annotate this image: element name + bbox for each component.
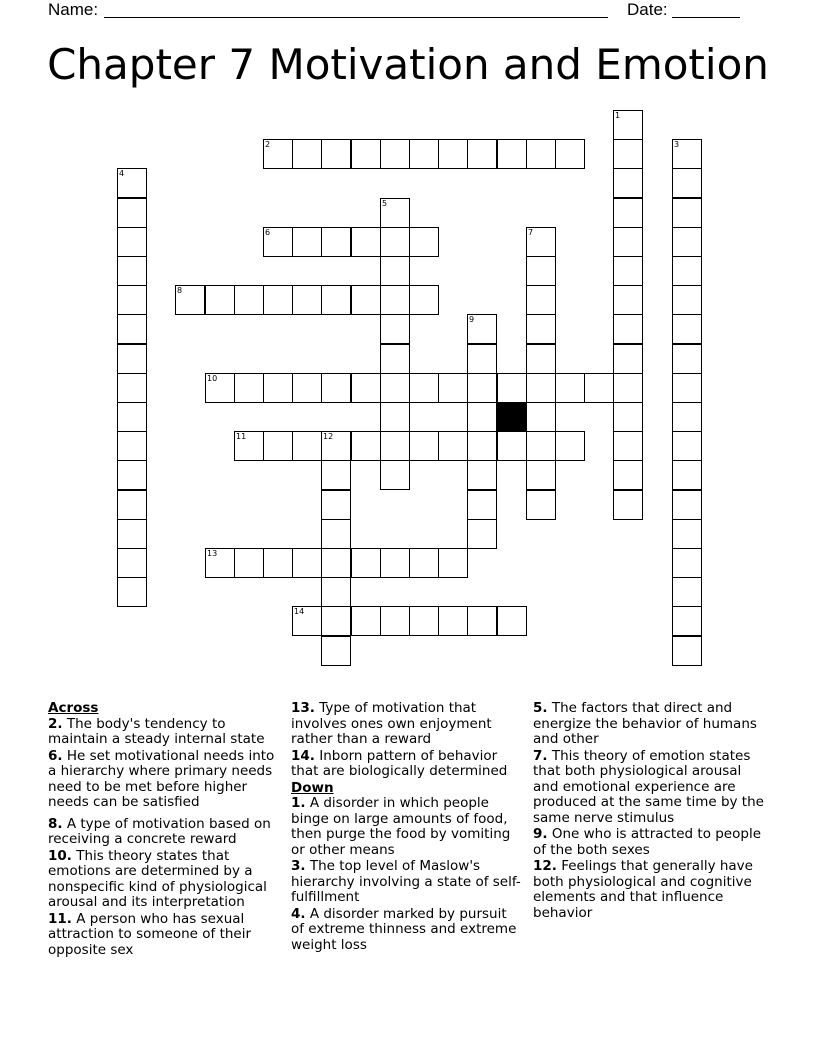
clue-across-14: 14. Inborn pattern of behavior that are biologically determined	[291, 747, 508, 779]
grid-cell[interactable]	[117, 314, 147, 344]
grid-cell[interactable]	[263, 373, 293, 403]
grid-cell[interactable]	[292, 373, 322, 403]
name-label: Name:	[48, 0, 99, 19]
grid-cell[interactable]	[351, 285, 381, 315]
grid-cell[interactable]	[117, 373, 147, 403]
worksheet-title: Chapter 7 Motivation and Emotion	[47, 40, 769, 89]
grid-cell[interactable]	[613, 373, 643, 403]
grid-cell[interactable]	[672, 519, 702, 549]
clue-down-5: 5. The factors that direct and energize the behavior of humans and other	[533, 700, 757, 747]
clue-number: 1	[615, 111, 621, 120]
grid-cell[interactable]	[321, 460, 351, 490]
grid-cell[interactable]	[263, 431, 293, 461]
grid-cell[interactable]	[321, 285, 351, 315]
grid-cell[interactable]	[292, 431, 322, 461]
grid-cell[interactable]	[467, 139, 497, 169]
grid-cell[interactable]	[613, 227, 643, 257]
grid-cell[interactable]	[526, 227, 556, 257]
clue-down-3: 3. The top level of Maslow's hierarchy involving a state of self-fulfillment	[291, 858, 521, 905]
grid-cell[interactable]	[117, 227, 147, 257]
grid-cell[interactable]	[526, 344, 556, 374]
clues-column-3	[533, 701, 765, 922]
grid-cell[interactable]	[467, 606, 497, 636]
grid-cell[interactable]	[205, 285, 235, 315]
grid-cell[interactable]	[526, 256, 556, 286]
clues-column-2	[291, 701, 523, 954]
clue-across-8: 8. A type of motivation based on receiving a concrete reward	[48, 815, 271, 847]
grid-cell[interactable]	[321, 548, 351, 578]
grid-cell[interactable]	[497, 431, 527, 461]
grid-cell[interactable]	[409, 285, 439, 315]
grid-cell[interactable]	[555, 431, 585, 461]
grid-cell[interactable]	[321, 431, 351, 461]
grid-cell[interactable]	[467, 314, 497, 344]
grid-cell[interactable]	[584, 373, 614, 403]
grid-cell[interactable]	[438, 431, 468, 461]
grid-cell[interactable]	[409, 227, 439, 257]
grid-cell[interactable]	[351, 606, 381, 636]
grid-cell[interactable]	[497, 606, 527, 636]
clue-number: 6	[265, 228, 271, 237]
grid-cell[interactable]	[672, 344, 702, 374]
grid-cell[interactable]	[117, 577, 147, 607]
grid-cell[interactable]	[117, 344, 147, 374]
grid-cell[interactable]	[380, 198, 410, 228]
grid-cell[interactable]	[380, 227, 410, 257]
grid-cell[interactable]	[672, 460, 702, 490]
grid-cell[interactable]	[672, 198, 702, 228]
grid-cell[interactable]	[380, 606, 410, 636]
grid-cell[interactable]	[380, 314, 410, 344]
clue-number: 5	[382, 199, 388, 208]
grid-cell[interactable]	[438, 548, 468, 578]
grid-cell[interactable]	[380, 285, 410, 315]
grid-cell[interactable]	[380, 431, 410, 461]
grid-cell[interactable]	[467, 460, 497, 490]
grid-cell[interactable]	[321, 606, 351, 636]
grid-cell[interactable]	[497, 373, 527, 403]
grid-cell[interactable]	[672, 431, 702, 461]
grid-cell[interactable]	[672, 606, 702, 636]
grid-cell[interactable]	[205, 373, 235, 403]
grid-cell[interactable]	[380, 344, 410, 374]
grid-cell[interactable]	[117, 490, 147, 520]
clue-number: 2	[265, 140, 271, 149]
black-cell	[497, 402, 527, 432]
grid-cell[interactable]	[613, 285, 643, 315]
grid-cell[interactable]	[117, 519, 147, 549]
grid-cell[interactable]	[467, 431, 497, 461]
grid-cell[interactable]	[117, 431, 147, 461]
grid-cell[interactable]	[263, 139, 293, 169]
clue-number: 11	[236, 432, 247, 441]
grid-cell[interactable]	[672, 285, 702, 315]
grid-cell[interactable]	[380, 548, 410, 578]
grid-cell[interactable]	[292, 227, 322, 257]
grid-cell[interactable]	[175, 285, 205, 315]
grid-cell[interactable]	[613, 168, 643, 198]
grid-cell[interactable]	[467, 519, 497, 549]
grid-cell[interactable]	[351, 548, 381, 578]
grid-cell[interactable]	[672, 139, 702, 169]
grid-cell[interactable]	[321, 519, 351, 549]
grid-cell[interactable]	[613, 460, 643, 490]
grid-cell[interactable]	[672, 577, 702, 607]
clue-number: 10	[207, 374, 218, 383]
grid-cell[interactable]	[409, 431, 439, 461]
grid-cell[interactable]	[117, 548, 147, 578]
grid-cell[interactable]	[555, 373, 585, 403]
clue-number: 14	[294, 607, 305, 616]
date-label: Date:	[627, 0, 668, 19]
grid-cell[interactable]	[117, 402, 147, 432]
grid-cell[interactable]	[409, 373, 439, 403]
grid-cell[interactable]	[672, 314, 702, 344]
clue-across-13: 13. Type of motivation that involves ones own enjoyment rather than a reward	[291, 700, 492, 747]
grid-cell[interactable]	[292, 139, 322, 169]
grid-cell[interactable]	[467, 344, 497, 374]
grid-cell[interactable]	[526, 139, 556, 169]
grid-cell[interactable]	[117, 198, 147, 228]
grid-cell[interactable]	[117, 168, 147, 198]
grid-cell[interactable]	[526, 460, 556, 490]
grid-cell[interactable]	[526, 431, 556, 461]
grid-cell[interactable]	[117, 460, 147, 490]
grid-cell[interactable]	[409, 139, 439, 169]
grid-cell[interactable]	[672, 256, 702, 286]
grid-cell[interactable]	[351, 139, 381, 169]
grid-cell[interactable]	[409, 606, 439, 636]
grid-cell[interactable]	[672, 168, 702, 198]
clue-across-6: 6. He set motivational needs into a hierarchy where primary needs need to be met before higher needs can be satisfied	[48, 747, 275, 810]
clue-down-9: 9. One who is attracted to people of the both sexes	[533, 826, 761, 858]
grid-cell[interactable]	[205, 548, 235, 578]
grid-cell[interactable]	[438, 139, 468, 169]
grid-cell[interactable]	[526, 285, 556, 315]
grid-cell[interactable]	[467, 402, 497, 432]
clue-down-7: 7. This theory of emotion states that both physiological arousal and emotional experience are produced at the same time by the same nerve stimulus	[533, 747, 764, 826]
grid-cell[interactable]	[380, 373, 410, 403]
clues-column-1	[48, 701, 278, 959]
down-heading: Down	[291, 779, 334, 796]
grid-cell[interactable]	[672, 490, 702, 520]
grid-cell[interactable]	[613, 198, 643, 228]
grid-cell[interactable]	[380, 139, 410, 169]
grid-cell[interactable]	[321, 373, 351, 403]
grid-cell[interactable]	[351, 227, 381, 257]
grid-cell[interactable]	[526, 402, 556, 432]
grid-cell[interactable]	[613, 110, 643, 140]
clue-across-10: 10. This theory states that emotions are determined by a nonspecific kind of physiological arousal and its interpretation	[48, 847, 267, 910]
grid-cell[interactable]	[526, 314, 556, 344]
grid-cell[interactable]	[672, 402, 702, 432]
clue-number: 7	[528, 228, 534, 237]
grid-cell[interactable]	[234, 548, 264, 578]
clue-down-1: 1. A disorder in which people binge on large amounts of food, then purge the food by vomiting or other means	[291, 795, 511, 858]
grid-cell[interactable]	[497, 139, 527, 169]
grid-cell[interactable]	[613, 490, 643, 520]
grid-cell[interactable]	[263, 285, 293, 315]
clue-number: 9	[469, 315, 475, 324]
clue-down-4: 4. A disorder marked by pursuit of extreme thinness and extreme weight loss	[291, 905, 517, 953]
grid-cell[interactable]	[292, 285, 322, 315]
grid-cell[interactable]	[613, 402, 643, 432]
grid-cell[interactable]	[321, 139, 351, 169]
grid-cell[interactable]	[672, 227, 702, 257]
grid-cell[interactable]	[409, 548, 439, 578]
grid-cell[interactable]	[351, 373, 381, 403]
grid-cell[interactable]	[117, 256, 147, 286]
grid-cell[interactable]	[321, 577, 351, 607]
grid-cell[interactable]	[467, 373, 497, 403]
grid-cell[interactable]	[613, 344, 643, 374]
grid-cell[interactable]	[234, 431, 264, 461]
clue-down-12: 12. Feelings that generally have both physiological and cognitive elements and that influence behavior	[533, 858, 753, 921]
grid-cell[interactable]	[613, 256, 643, 286]
grid-cell[interactable]	[234, 285, 264, 315]
grid-cell[interactable]	[613, 314, 643, 344]
grid-cell[interactable]	[321, 636, 351, 666]
across-heading: Across	[48, 700, 99, 716]
grid-cell[interactable]	[380, 402, 410, 432]
grid-cell[interactable]	[438, 606, 468, 636]
grid-cell[interactable]	[292, 548, 322, 578]
clue-number: 13	[207, 549, 218, 558]
grid-cell[interactable]	[672, 548, 702, 578]
clue-number: 3	[674, 140, 680, 149]
clue-across-11: 11. A person who has sexual attraction to someone of their opposite sex	[48, 910, 252, 958]
grid-cell[interactable]	[672, 373, 702, 403]
grid-cell[interactable]	[321, 227, 351, 257]
grid-cell[interactable]	[321, 490, 351, 520]
grid-cell[interactable]	[613, 139, 643, 169]
grid-cell[interactable]	[526, 373, 556, 403]
clue-number: 12	[323, 432, 334, 441]
grid-cell[interactable]	[613, 431, 643, 461]
grid-cell[interactable]	[438, 373, 468, 403]
grid-cell[interactable]	[672, 636, 702, 666]
grid-cell[interactable]	[117, 285, 147, 315]
clue-number: 4	[119, 169, 125, 178]
grid-cell[interactable]	[380, 256, 410, 286]
grid-cell[interactable]	[263, 548, 293, 578]
grid-cell[interactable]	[292, 606, 322, 636]
grid-cell[interactable]	[380, 460, 410, 490]
grid-cell[interactable]	[263, 227, 293, 257]
grid-cell[interactable]	[526, 490, 556, 520]
grid-cell[interactable]	[467, 490, 497, 520]
grid-cell[interactable]	[351, 431, 381, 461]
grid-cell[interactable]	[555, 139, 585, 169]
clue-number: 8	[177, 286, 183, 295]
clue-across-2: 2. The body's tendency to maintain a steady internal state	[48, 715, 265, 747]
grid-cell[interactable]	[234, 373, 264, 403]
